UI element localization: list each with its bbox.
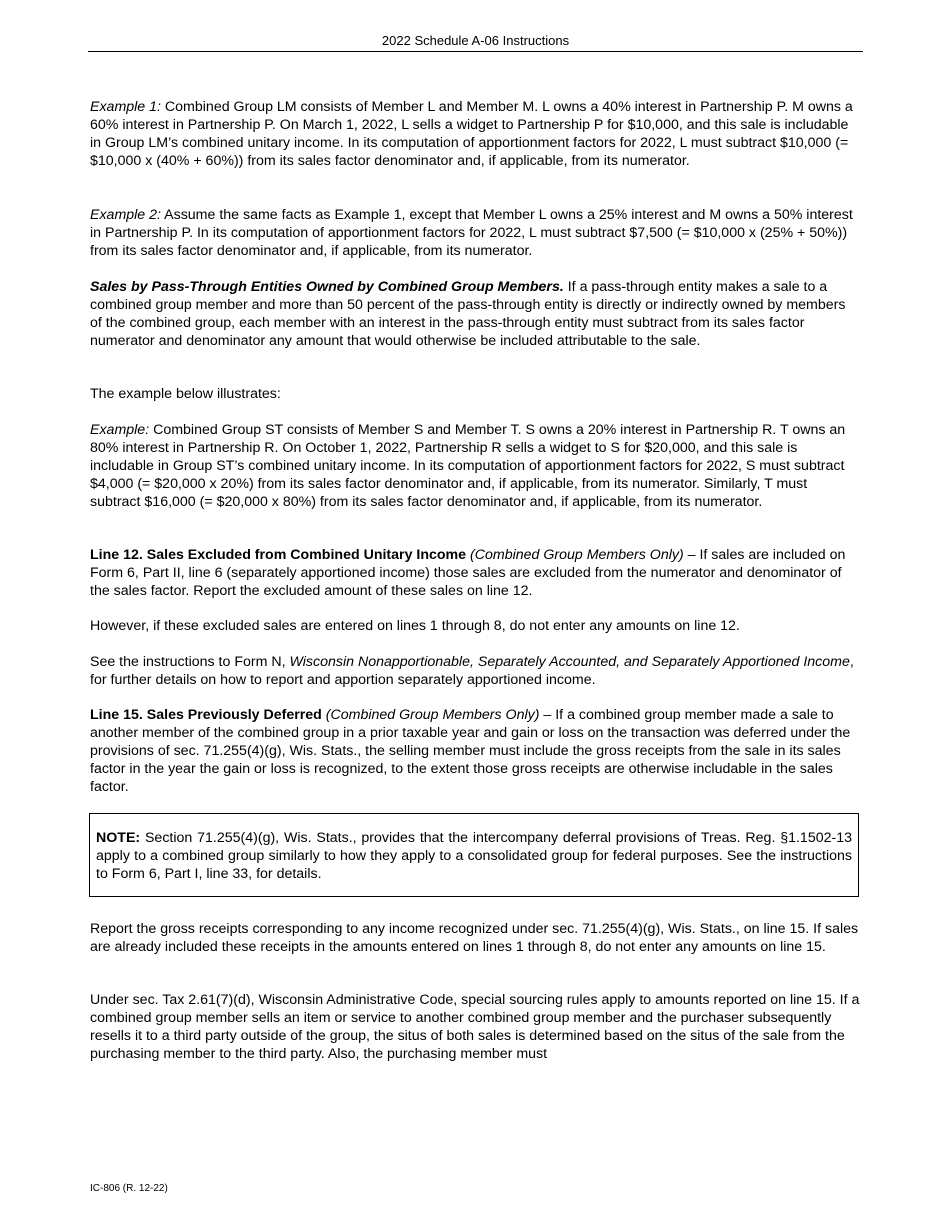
- example-2-text: Assume the same facts as Example 1, except that Member L owns a 25% interest and M owns a 50% interest in Partnership P. In its computation of apportionment factors for 2022, L must subtract $7,500 (= $10,000 x (25% + 50%)) from its sales factor denominator and, if applicable, from its numerator.: [90, 207, 853, 259]
- illustrates-text: The example below illustrates:: [90, 386, 281, 402]
- form-code: IC-806 (R. 12-22): [90, 1183, 168, 1194]
- page-header-title: 2022 Schedule A-06 Instructions: [381, 33, 570, 48]
- pass-through-paragraph: [90, 278, 860, 350]
- see-form-n-prefix: See the instructions to Form N,: [90, 654, 290, 670]
- report-text: Report the gross receipts corresponding to any income recognized under sec. 71.255(4)(g), Wis. Stats., on line 15. If sales are already included these receipts in the amounts entered on lines 1 through 8, do not enter any amounts on line 15.: [90, 921, 859, 955]
- example-2-label: Example 2:: [90, 207, 161, 223]
- example-1-label: Example 1:: [90, 99, 161, 115]
- see-form-n-suffix: , for further details on how to report and apportion separately apportioned income.: [90, 654, 854, 688]
- pass-through-heading: Sales by Pass-Through Entities Owned by Combined Group Members.: [90, 279, 564, 295]
- example-3-label: Example:: [90, 422, 150, 438]
- line-15-heading: Line 15. Sales Previously Deferred: [90, 707, 322, 723]
- report-paragraph: [90, 920, 860, 956]
- see-form-n-title: Wisconsin Nonapportionable, Separately Accounted, and Separately Apportioned Income: [289, 654, 850, 670]
- line-12-qualifier: (Combined Group Members Only): [466, 547, 684, 563]
- however-text: However, if these excluded sales are entered on lines 1 through 8, do not enter any amounts on line 12.: [90, 618, 740, 634]
- line-15-text: – If a combined group member made a sale to another member of the combined group in a prior taxable year and gain or loss on the transaction was deferred under the provisions of sec. 71.255(4)(g), Wis. Stats., the selling member must include the gross receipts from the sale in its sales factor in the year the gain or loss is recognized, to the extent those gross receipts are otherwise includable in the sales factor.: [90, 707, 851, 795]
- however-paragraph: [90, 617, 860, 635]
- line-15-qualifier: (Combined Group Members Only): [321, 707, 540, 723]
- line-12-text: – If sales are included on Form 6, Part II, line 6 (separately apportioned income) those sales are excluded from the numerator and denominator of the sales factor. Report the excluded amount of these sales on line 12.: [90, 547, 846, 599]
- example-2-paragraph: [90, 206, 860, 260]
- line-15-paragraph: [90, 706, 860, 796]
- pass-through-text: If a pass-through entity makes a sale to a combined group member and more than 50 percent of the pass-through entity is directly or indirectly owned by members of the combined group, each member with an interest in the pass-through entity must subtract from its sales factor numerator and denominator any amount that would otherwise be included attributable to the sale.: [90, 279, 846, 349]
- under-paragraph: [90, 991, 860, 1063]
- line-12-heading: Line 12. Sales Excluded from Combined Unitary Income: [90, 547, 467, 563]
- note-box: [89, 813, 859, 897]
- example-3-text: Combined Group ST consists of Member S and Member T. S owns a 20% interest in Partnership R. T owns an 80% interest in Partnership R. On October 1, 2022, Partnership R sells a widget to S for $20,000, and this sale is includable in Group ST’s combined unitary income. In its computation of apportionment factors for 2022, S must subtract $4,000 (= $20,000 x 20%) from its sales factor denominator and, if applicable, from its numerator. Similarly, T must subtract $16,000 (= $20,000 x 80%) from its sales factor denominator and, if applicable, from its numerator.: [90, 422, 846, 510]
- page-footer: [90, 1183, 168, 1195]
- see-form-n-paragraph: [90, 653, 860, 689]
- page-header: [88, 32, 863, 52]
- example-3-paragraph: [90, 421, 860, 511]
- line-12-paragraph: [90, 546, 860, 600]
- note-label: NOTE:: [96, 830, 141, 846]
- note-paragraph: [96, 829, 852, 883]
- under-text: Under sec. Tax 2.61(7)(d), Wisconsin Administrative Code, special sourcing rules apply to amounts reported on line 15. If a combined group member sells an item or service to another combined group member and the purchaser subsequently resells it to a third party outside of the group, the situs of both sales is determined based on the situs of the sale from the purchasing member to the third party. Also, the purchasing member must: [90, 992, 860, 1062]
- illustrates-paragraph: [90, 385, 860, 403]
- example-1-text: Combined Group LM consists of Member L and Member M. L owns a 40% interest in Partnership P. M owns a 60% interest in Partnership P. On March 1, 2022, L sells a widget to Partnership P for $10,000, and this sale is includable in Group LM’s combined unitary income. In its computation of apportionment factors for 2022, L must subtract $10,000 (= $10,000 x (40% + 60%)) from its sales factor denominator and, if applicable, from its numerator.: [90, 99, 853, 169]
- example-1-paragraph: [90, 98, 860, 170]
- note-text: Section 71.255(4)(g), Wis. Stats., provides that the intercompany deferral provisions of Treas. Reg. §1.1502-13 apply to a combined group similarly to how they apply to a consolidated group for federal purposes. See the instructions to Form 6, Part I, line 33, for details.: [96, 830, 852, 882]
